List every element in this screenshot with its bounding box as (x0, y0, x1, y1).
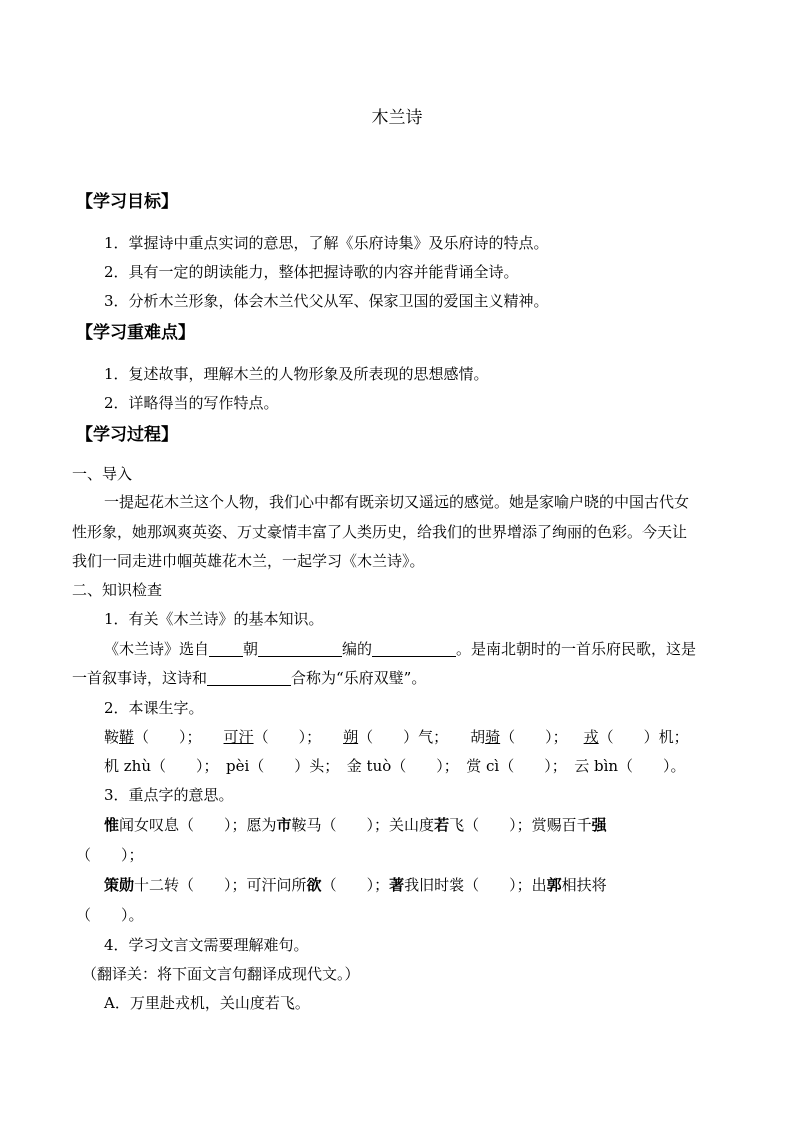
question-1-fill-line (72, 668, 426, 688)
section-heading-key-points: 【学习重难点】 (76, 323, 195, 343)
fill-blank-paired-poem[interactable] (207, 669, 291, 686)
key-words-row-1-cont[interactable]: （ ）； (76, 846, 144, 864)
char-underlined: 骑 (485, 728, 501, 746)
question-3: 3．重点字的意思。 (104, 786, 234, 804)
char-underlined: 朔 (343, 728, 359, 746)
part-title-intro: 一、导入 (72, 465, 133, 483)
fill-text: 朝 (243, 640, 259, 658)
part-title-knowledge-check: 二、知识检查 (72, 581, 163, 599)
key-word: 策 (104, 876, 120, 894)
objective-item: 2．具有一定的朗读能力，整体把握诗歌的内容并能背诵全诗。 (104, 263, 519, 281)
key-word-context: 我旧时裳（ ）；出 (404, 876, 547, 894)
key-words-row-2-cont[interactable]: （ ）。 (76, 906, 144, 924)
key-word-context: 飞（ ）；赏赐百千 (449, 816, 592, 834)
paren-blank[interactable]: （ ）； (500, 728, 568, 746)
question-4-note: （翻译关：将下面文言句翻译成现代文。） (82, 965, 360, 983)
key-word-context: 十二转（ ）；可汗问所 (134, 876, 307, 894)
key-word-context: 相扶将 (561, 876, 607, 894)
char: 鞍 (104, 728, 120, 746)
document-title: 木兰诗 (371, 108, 423, 128)
characters-row-1 (104, 727, 689, 747)
intro-paragraph-line: 我们一同走进巾帼英雄花木兰，一起学习《木兰诗》。 (72, 552, 425, 570)
fill-blank-editor[interactable] (258, 640, 342, 657)
key-word: 市 (276, 816, 292, 834)
fill-text: 合称为“乐府双璧”。 (291, 669, 427, 687)
question-1-fill-line (104, 639, 696, 659)
question-1: 1．有关《木兰诗》的基本知识。 (104, 610, 324, 628)
key-words-row-1 (104, 815, 607, 835)
fill-blank-collection[interactable] (372, 640, 456, 657)
key-point-item: 1．复述故事，理解木兰的人物形象及所表现的思想感情。 (104, 365, 489, 383)
question-4: 4．学习文言文需要理解难句。 (104, 936, 309, 954)
key-word: 强 (591, 816, 607, 834)
section-heading-objectives: 【学习目标】 (76, 192, 178, 212)
paren-blank[interactable]: （ ）机； (598, 728, 689, 746)
paren-blank[interactable]: （ ）气； (358, 728, 449, 746)
key-point-item: 2．详略得当的写作特点。 (104, 394, 279, 412)
paren-blank[interactable]: （ ）； (134, 728, 202, 746)
fill-blank-dynasty[interactable] (209, 640, 243, 657)
fill-text: 编的 (342, 640, 373, 658)
fill-text: 。是南北朝时的一首乐府民歌，这是 (456, 640, 697, 658)
key-word: 若 (434, 816, 450, 834)
char-underlined: 可汗 (223, 728, 254, 746)
key-word-context: 鞍马（ ）；关山度 (291, 816, 435, 834)
char-underlined: 戎 (583, 728, 599, 746)
characters-row-2: 机 zhù（ ）； pèi（ ）头； 金 tuò（ ）； 赏 cì（ ）； 云 bìn（ ）。 (104, 757, 686, 775)
key-word: 著 (389, 876, 405, 894)
key-word-context: （ ）； (321, 876, 390, 894)
intro-paragraph-line: 一提起花木兰这个人物，我们心中都有既亲切又遥远的感觉。她是家喻户晓的中国古代女 (104, 493, 690, 511)
char-underlined: 鞯 (119, 728, 135, 746)
objective-item: 1．掌握诗中重点实词的意思，了解《乐府诗集》及乐府诗的特点。 (104, 234, 549, 252)
char: 胡 (470, 728, 486, 746)
question-2: 2．本课生字。 (104, 699, 204, 717)
objective-item: 3．分析木兰形象，体会木兰代父从军、保家卫国的爱国主义精神。 (104, 292, 549, 310)
key-word: 郭 (546, 876, 562, 894)
key-words-row-2 (104, 875, 607, 895)
key-word: 勋 (119, 876, 135, 894)
paren-blank[interactable]: （ ）； (253, 728, 322, 746)
fill-text: 一首叙事诗，这诗和 (72, 669, 208, 687)
key-word-context: 闻女叹息（ ）；愿为 (119, 816, 277, 834)
section-heading-process: 【学习过程】 (76, 425, 178, 445)
key-word: 惟 (104, 816, 120, 834)
question-4-item-a: A．万里赴戎机，关山度若飞。 (104, 994, 310, 1012)
key-word: 欲 (306, 876, 322, 894)
fill-text: 《木兰诗》选自 (104, 640, 210, 658)
intro-paragraph-line: 性形象，她那飒爽英姿、万丈豪情丰富了人类历史，给我们的世界增添了绚丽的色彩。今天让 (72, 523, 688, 541)
